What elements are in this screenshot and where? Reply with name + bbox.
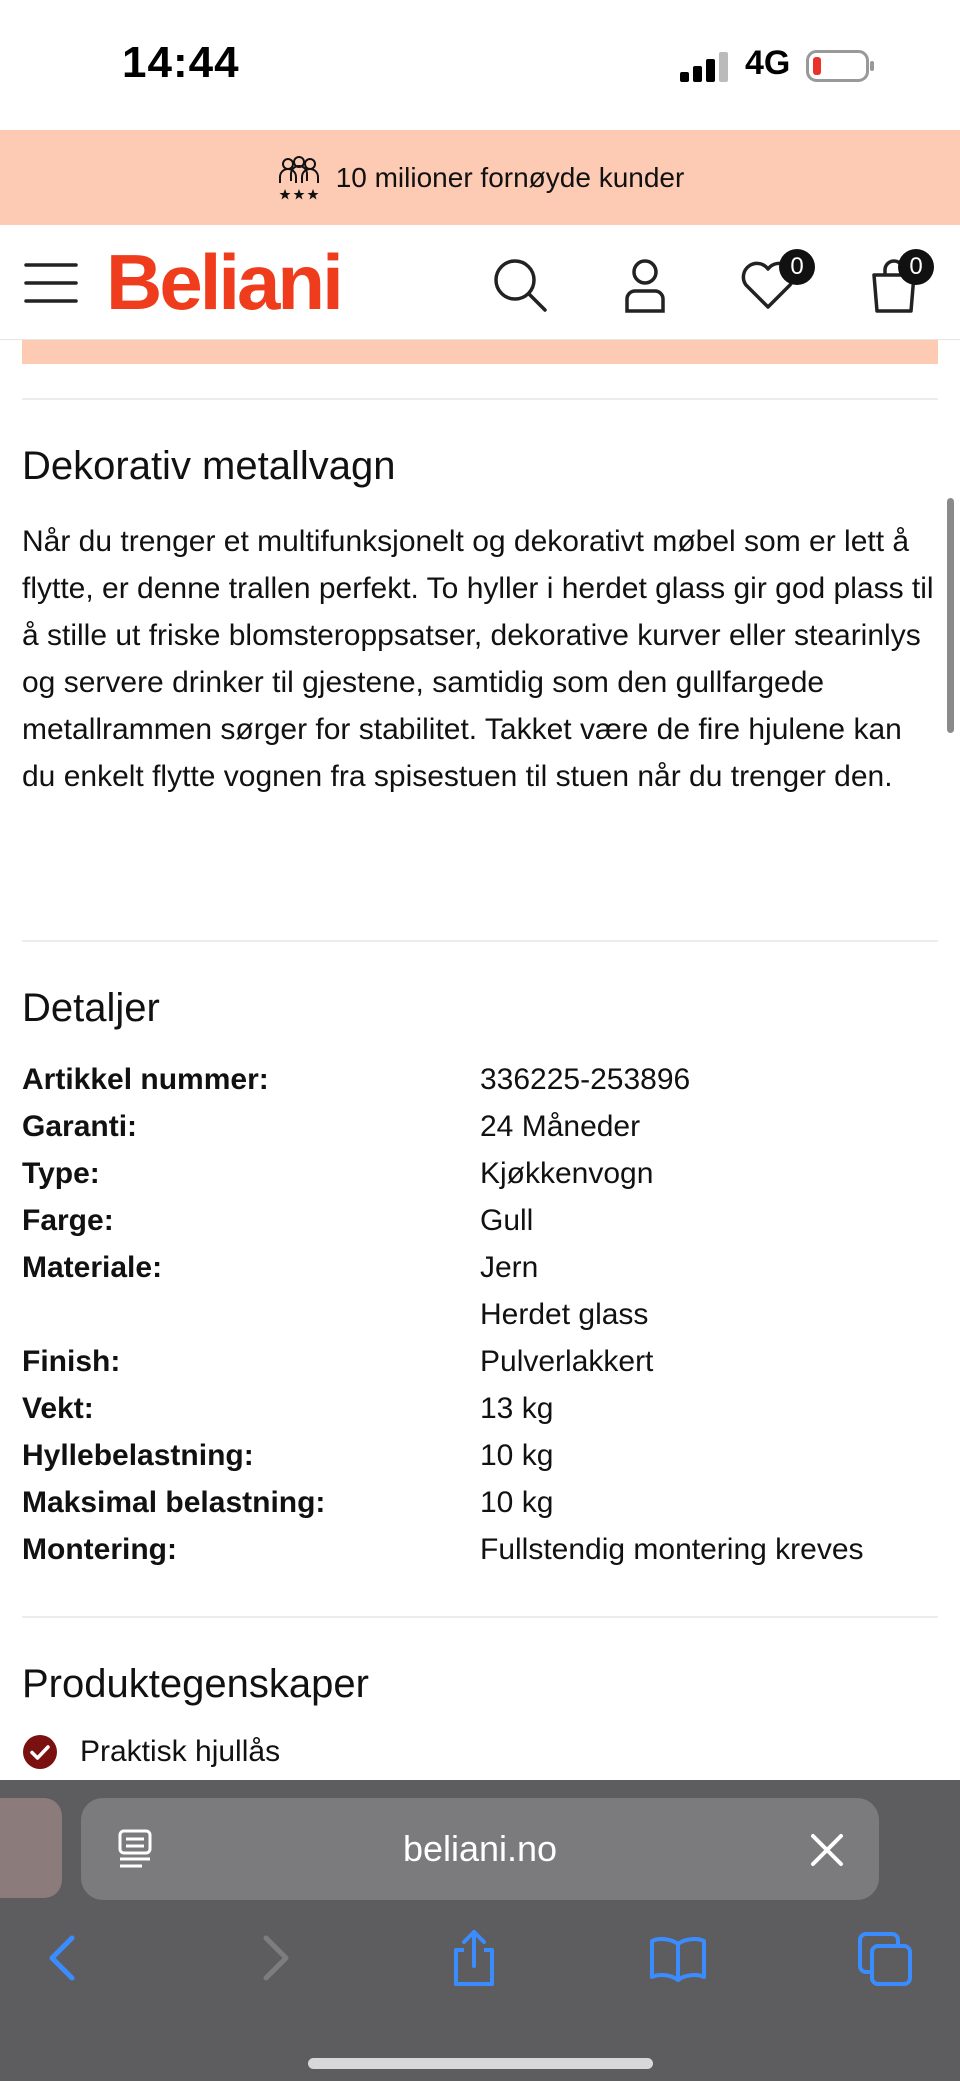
description-body: Når du trenger et multifunksjonelt og dekorativt møbel som er lett å flytte, er denne trallen perfekt. To hyller i herdet glass gir god plass til å stille ut friske blomsteroppsatser, dekorative kurver eller stearinlys og servere drinker til gjestene, samtidig som den gullfargede metallrammen sørger for stabilitet. Takket være de fire hjulene kan du enkelt flytte vognen fra spisestuen til stuen når du trenger den. (22, 525, 934, 793)
spec-value: Herdet glass (480, 1297, 649, 1331)
bookmarks-icon[interactable] (648, 1928, 708, 1988)
spec-row (22, 1244, 942, 1291)
spec-row (22, 1103, 942, 1150)
spec-value: 13 kg (480, 1391, 554, 1425)
spec-label: Hyllebelastning: (22, 1438, 254, 1472)
signal-icon (680, 52, 732, 82)
previous-tab-preview[interactable] (0, 1798, 62, 1898)
status-time: 14:44 (122, 38, 240, 87)
spec-value: 24 Måneder (480, 1109, 641, 1143)
back-icon[interactable] (34, 1928, 94, 1988)
spec-label: Materiale: (22, 1250, 163, 1284)
spec-row (22, 1197, 942, 1244)
address-bar[interactable] (81, 1798, 879, 1900)
browser-toolbar (0, 1780, 960, 2081)
spec-row (22, 1338, 942, 1385)
url-text[interactable]: beliani.no (402, 1828, 558, 1869)
spec-label: Montering: (22, 1532, 177, 1566)
spec-label: Farge: (22, 1203, 114, 1237)
divider (22, 1616, 938, 1618)
spec-row (22, 1056, 942, 1103)
user-icon[interactable] (615, 255, 675, 315)
status-bar (0, 0, 960, 130)
promo-banner (0, 130, 960, 225)
site-header (0, 225, 960, 340)
feature-item (22, 1734, 280, 1770)
spec-label: Artikkel nummer: (22, 1062, 269, 1096)
spec-value: Gull (480, 1203, 534, 1237)
spec-label: Type: (22, 1156, 100, 1190)
spec-label: Maksimal belastning: (22, 1485, 326, 1519)
details-title: Detaljer (22, 986, 160, 1030)
forward-icon[interactable] (244, 1928, 304, 1988)
spec-row (22, 1479, 942, 1526)
tabs-icon[interactable] (856, 1928, 916, 1988)
battery-icon (806, 50, 876, 82)
divider (22, 940, 938, 942)
home-indicator (308, 2058, 653, 2069)
search-icon[interactable] (490, 255, 550, 315)
cart-count-badge: 0 (898, 249, 934, 285)
feature-text: Praktisk hjullås (80, 1735, 281, 1768)
spec-value: Fullstendig montering kreves (480, 1532, 864, 1566)
spec-row (22, 1291, 942, 1338)
promo-text: 10 milioner fornøyde kunder (335, 161, 685, 193)
spec-row (22, 1432, 942, 1479)
close-icon[interactable] (809, 1832, 845, 1868)
spec-value: 10 kg (480, 1485, 554, 1519)
spec-label: Finish: (22, 1344, 121, 1378)
spec-value: Pulverlakkert (480, 1344, 654, 1378)
details-table (22, 1056, 942, 1573)
peach-strip (22, 340, 938, 364)
spec-row (22, 1526, 942, 1573)
spec-label: Garanti: (22, 1109, 138, 1143)
wishlist-count-badge: 0 (779, 249, 815, 285)
spec-value: Jern (480, 1250, 539, 1284)
spec-value: Kjøkkenvogn (480, 1156, 654, 1190)
menu-icon[interactable] (24, 261, 78, 305)
spec-row (22, 1385, 942, 1432)
network-type: 4G (745, 44, 791, 82)
divider (22, 398, 938, 400)
description-title: Dekorativ metallvagn (22, 444, 396, 488)
spec-value: 10 kg (480, 1438, 554, 1472)
spec-row (22, 1150, 942, 1197)
features-title: Produktegenskaper (22, 1662, 369, 1706)
spec-label: Vekt: (22, 1391, 94, 1425)
customers-icon (276, 155, 322, 201)
check-circle-icon (22, 1734, 58, 1770)
spec-value: 336225-253896 (480, 1062, 691, 1096)
beliani-logo[interactable]: Beliani (106, 238, 341, 326)
share-icon[interactable] (444, 1928, 504, 1988)
scrollbar[interactable] (947, 498, 954, 733)
